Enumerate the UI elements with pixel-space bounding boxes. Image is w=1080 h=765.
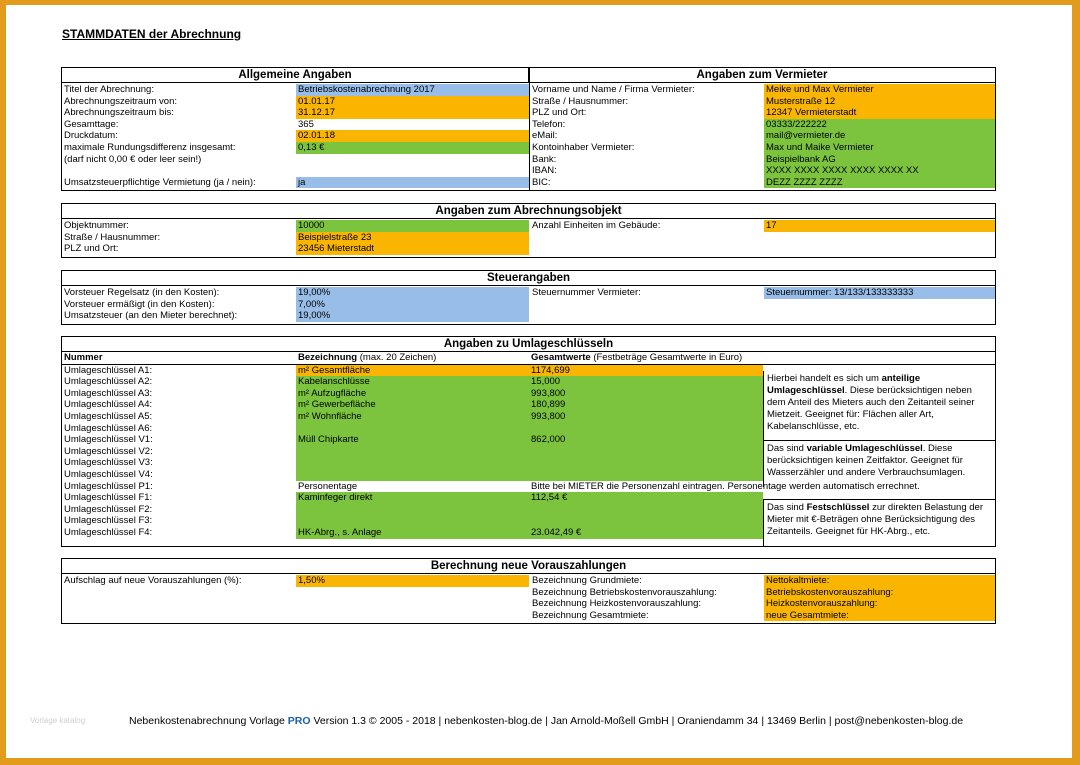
key-number: Umlageschlüssel A2: <box>64 376 153 388</box>
key-total-field[interactable]: 15,000 <box>529 376 763 388</box>
key-total-field[interactable] <box>529 515 763 527</box>
table-row <box>62 107 995 119</box>
field-value[interactable]: Musterstraße 12 <box>764 96 995 108</box>
field-label: BIC: <box>532 176 551 188</box>
field-label: Straße / Hausnummer: <box>532 95 629 107</box>
table-row <box>62 154 995 166</box>
field-label: Bezeichnung Heizkostenvorauszahlung: <box>532 598 701 610</box>
table-row <box>62 220 995 232</box>
key-name-field[interactable] <box>296 423 529 435</box>
table-row <box>62 130 995 142</box>
field-label: eMail: <box>532 130 558 142</box>
table-row <box>62 232 995 244</box>
col-header-gesamtwerte <box>529 352 995 364</box>
table-row <box>62 142 995 154</box>
key-number: Umlageschlüssel V4: <box>64 468 153 480</box>
desc-anteilige-text-2: . Diese berücksichtigen neben dem Anteil des Mieters auch den Zeitanteil seiner Mietzeit. Geeignet für: Flächen aller Art, Kabelanschlüsse, etc. <box>767 385 975 432</box>
description-anteilige <box>763 371 995 441</box>
key-name-field[interactable]: Kabelanschlüsse <box>296 376 529 388</box>
section-steuerangaben <box>61 270 996 325</box>
field-label: Druckdatum: <box>64 130 118 142</box>
key-number: Umlageschlüssel V1: <box>64 434 153 446</box>
key-total-field[interactable]: 993,800 <box>529 388 763 400</box>
field-label: Abrechnungszeitraum bis: <box>64 107 174 119</box>
field-value[interactable]: 10000 <box>296 220 529 232</box>
umlage-header-row <box>62 352 995 365</box>
col-header-gesamtwerte-label: Gesamtwerte <box>531 352 591 363</box>
desc-fest-text-1: Das sind <box>767 502 807 513</box>
key-total-field[interactable]: 112,54 € <box>529 492 763 504</box>
section-allgemeine-angaben <box>61 67 996 191</box>
field-label: Bezeichnung Betriebskostenvorauszahlung: <box>532 586 717 598</box>
field-label: Vorsteuer ermäßigt (in den Kosten): <box>64 298 215 310</box>
field-value[interactable]: 31.12.17 <box>296 107 529 119</box>
key-number: Umlageschlüssel A6: <box>64 422 153 434</box>
field-label: Bezeichnung Gesamtmiete: <box>532 609 649 621</box>
field-value[interactable]: XXXX XXXX XXXX XXXX XXXX XX <box>764 165 995 177</box>
key-name-field[interactable]: Personentage <box>298 480 358 492</box>
field-value[interactable]: Betriebskostenabrechnung 2017 <box>296 84 529 96</box>
key-number: Umlageschlüssel F4: <box>64 526 153 538</box>
field-value[interactable]: 03333/222222 <box>764 119 995 131</box>
key-name-field[interactable] <box>296 446 529 458</box>
desc-fest-bold: Festschlüssel <box>806 502 870 513</box>
allgemein-rows <box>62 84 995 188</box>
field-value[interactable]: 1,50% <box>296 575 529 587</box>
field-value[interactable]: Nettokaltmiete: <box>764 575 995 587</box>
field-label: Vorname und Name / Firma Vermieter: <box>532 84 695 95</box>
key-number: Umlageschlüssel A3: <box>64 387 153 399</box>
col-header-bezeichnung <box>296 352 529 364</box>
table-row <box>62 165 995 177</box>
key-number: Umlageschlüssel A4: <box>64 399 153 411</box>
table-row <box>62 310 995 322</box>
field-value[interactable]: Max und Maike Vermieter <box>764 142 995 154</box>
field-value[interactable]: 7,00% <box>296 299 529 311</box>
key-number: Umlageschlüssel F2: <box>64 503 153 515</box>
field-value[interactable]: Meike und Max Vermieter <box>764 84 995 96</box>
key-name-field[interactable]: Müll Chipkarte <box>296 434 529 446</box>
heading-abrechnungsobjekt: Angaben zum Abrechnungsobjekt <box>62 204 995 219</box>
key-name-field[interactable] <box>296 504 529 516</box>
field-value[interactable]: 01.01.17 <box>296 96 529 108</box>
key-name-field[interactable] <box>296 515 529 527</box>
field-value[interactable]: Heizkostenvorauszahlung: <box>764 598 995 610</box>
table-row <box>62 287 995 299</box>
key-total-field[interactable] <box>529 423 763 435</box>
col-header-gesamtwerte-note: (Festbeträge Gesamtwerte in Euro) <box>593 352 743 363</box>
field-label: PLZ und Ort: <box>64 243 119 255</box>
key-number: Umlageschlüssel P1: <box>64 480 153 492</box>
field-value[interactable]: Beispielstraße 23 <box>296 232 529 244</box>
key-number: Umlageschlüssel V3: <box>64 457 153 469</box>
field-value[interactable]: 19,00% <box>296 310 529 322</box>
section-umlageschluessel <box>61 336 996 547</box>
field-label: Gesamttage: <box>64 118 119 130</box>
key-number: Umlageschlüssel F1: <box>64 492 153 504</box>
key-total-field[interactable]: 23.042,49 € <box>529 527 763 539</box>
field-label: Objektnummer: <box>64 220 129 231</box>
section-abrechnungsobjekt <box>61 203 996 258</box>
key-name-field[interactable]: Kaminfeger direkt <box>296 492 529 504</box>
key-total-field[interactable] <box>529 446 763 458</box>
key-total-field[interactable]: 180,899 <box>529 399 763 411</box>
footer <box>129 715 963 727</box>
key-name-field[interactable] <box>296 469 529 481</box>
table-row <box>62 587 995 599</box>
field-value[interactable]: DEZZ ZZZZ ZZZZ <box>764 177 995 189</box>
objekt-rows <box>62 220 995 255</box>
field-value[interactable]: 365 <box>298 118 314 130</box>
field-label: Titel der Abrechnung: <box>64 84 154 95</box>
field-label: Straße / Hausnummer: <box>64 231 161 243</box>
steuer-rows <box>62 287 995 322</box>
field-value[interactable]: mail@vermieter.de <box>764 130 995 142</box>
col-header-bezeichnung-note: (max. 20 Zeichen) <box>359 352 437 363</box>
field-value[interactable]: Beispielbank AG <box>764 154 995 166</box>
field-label: Vorsteuer Regelsatz (in den Kosten): <box>64 287 220 298</box>
heading-umlageschluessel: Angaben zu Umlageschlüsseln <box>62 337 995 352</box>
table-row <box>62 299 995 311</box>
footer-text-1: Nebenkostenabrechnung Vorlage <box>129 715 288 727</box>
field-label: (darf nicht 0,00 € oder leer sein!) <box>64 153 202 165</box>
description-fest <box>763 499 995 546</box>
field-label: Umsatzsteuerpflichtige Vermietung (ja / nein): <box>64 176 256 188</box>
field-value[interactable]: 17 <box>764 220 995 232</box>
key-name-field[interactable]: m² Wohnfläche <box>296 411 529 423</box>
heading-allgemeine-angaben: Allgemeine Angaben <box>62 68 529 82</box>
key-total-field[interactable]: 993,800 <box>529 411 763 423</box>
table-row <box>62 575 995 587</box>
key-total-field[interactable]: 1174,699 <box>529 365 763 377</box>
footer-text-2: Version 1.3 © 2005 - 2018 | nebenkosten-blog.de | Jan Arnold-Moßell GmbH | Oraniendamm 34 | 13469 Berlin | post@nebenkosten-blog.de <box>310 715 964 727</box>
field-label: Kontoinhaber Vermieter: <box>532 141 635 153</box>
field-label: PLZ und Ort: <box>532 107 587 119</box>
field-label: maximale Rundungsdifferenz insgesamt: <box>64 141 236 153</box>
field-label: Umsatzsteuer (an den Mieter berechnet): <box>64 310 238 322</box>
key-total-field[interactable] <box>529 457 763 469</box>
field-label: Bezeichnung Grundmiete: <box>532 575 642 586</box>
key-name-field[interactable]: m² Gewerbefläche <box>296 399 529 411</box>
field-value[interactable]: 12347 Vermieterstadt <box>764 107 995 119</box>
field-value[interactable]: Betriebskostenvorauszahlung: <box>764 587 995 599</box>
desc-variable-text-2: . Diese berücksichtigen keinen Zeitfaktor. Geeignet für Wasserzähler und andere Verbrauchsumlagen. <box>767 443 966 478</box>
table-row <box>62 96 995 108</box>
key-number: Umlageschlüssel A1: <box>64 364 153 376</box>
desc-anteilige-text-1: Hierbei handelt es sich um <box>767 373 882 384</box>
key-name-field[interactable]: m² Gesamtfläche <box>296 365 529 377</box>
key-note: Bitte bei MIETER die Personenzahl eintragen. Personentage werden automatisch errechnet. <box>531 480 920 492</box>
key-name-field[interactable]: m² Aufzugfläche <box>296 388 529 400</box>
key-number: Umlageschlüssel A5: <box>64 410 153 422</box>
field-label: IBAN: <box>532 165 557 177</box>
table-row <box>62 84 995 96</box>
heading-vermieter: Angaben zum Vermieter <box>696 69 828 81</box>
desc-fest-text-2: zur direkten Belastung der Mieter mit €-Beträgen ohne Berücksichtigung des Zeitanteils. Geeignet für HK-Abrg., etc. <box>767 502 983 537</box>
key-number: Umlageschlüssel V2: <box>64 445 153 457</box>
key-number: Umlageschlüssel F3: <box>64 515 153 527</box>
field-value[interactable]: ja <box>296 177 529 189</box>
table-row <box>62 177 995 189</box>
field-label: Steuernummer Vermieter: <box>532 287 641 298</box>
col-header-nummer: Nummer <box>64 352 103 363</box>
desc-anteilige-bold: anteilige Umlageschlüssel <box>767 373 921 396</box>
vorauszahlung-rows <box>62 575 995 621</box>
desc-variable-bold: variable Umlageschlüssel <box>806 443 923 454</box>
watermark: Vorlage katalog <box>30 716 86 725</box>
col-header-bezeichnung-label: Bezeichnung <box>298 352 358 363</box>
key-name-field[interactable]: HK-Abrg., s. Anlage <box>296 527 529 539</box>
table-row <box>62 598 995 610</box>
field-value[interactable]: 19,00% <box>296 287 529 299</box>
key-total-field[interactable] <box>529 469 763 481</box>
key-total-field[interactable] <box>529 504 763 516</box>
heading-vorauszahlungen: Berechnung neue Vorauszahlungen <box>62 559 995 574</box>
field-label: Abrechnungszeitraum von: <box>64 95 178 107</box>
field-value[interactable]: 0,13 € <box>296 142 529 154</box>
field-value[interactable]: neue Gesamtmiete: <box>764 610 995 622</box>
field-label <box>62 165 296 177</box>
description-variable <box>763 441 995 487</box>
field-value[interactable] <box>296 154 529 166</box>
field-value[interactable] <box>296 165 529 177</box>
heading-steuerangaben: Steuerangaben <box>62 271 995 286</box>
field-label: Telefon: <box>532 118 566 130</box>
field-label: Anzahl Einheiten im Gebäude: <box>532 220 661 231</box>
table-row <box>62 119 995 131</box>
field-value[interactable]: 23456 Mieterstadt <box>296 243 529 255</box>
key-total-field[interactable]: 862,000 <box>529 434 763 446</box>
table-row <box>62 610 995 622</box>
field-value[interactable]: Steuernummer: 13/133/133333333 <box>764 287 995 299</box>
field-label: Bank: <box>532 153 557 165</box>
field-value[interactable]: 02.01.18 <box>296 130 529 142</box>
page-title: STAMMDATEN der Abrechnung <box>62 27 242 41</box>
desc-variable-text-1: Das sind <box>767 443 807 454</box>
table-row <box>62 243 995 255</box>
field-label: Aufschlag auf neue Vorauszahlungen (%): <box>64 575 242 586</box>
footer-pro: PRO <box>287 715 311 727</box>
section-vorauszahlungen <box>61 558 996 624</box>
key-name-field[interactable] <box>296 457 529 469</box>
